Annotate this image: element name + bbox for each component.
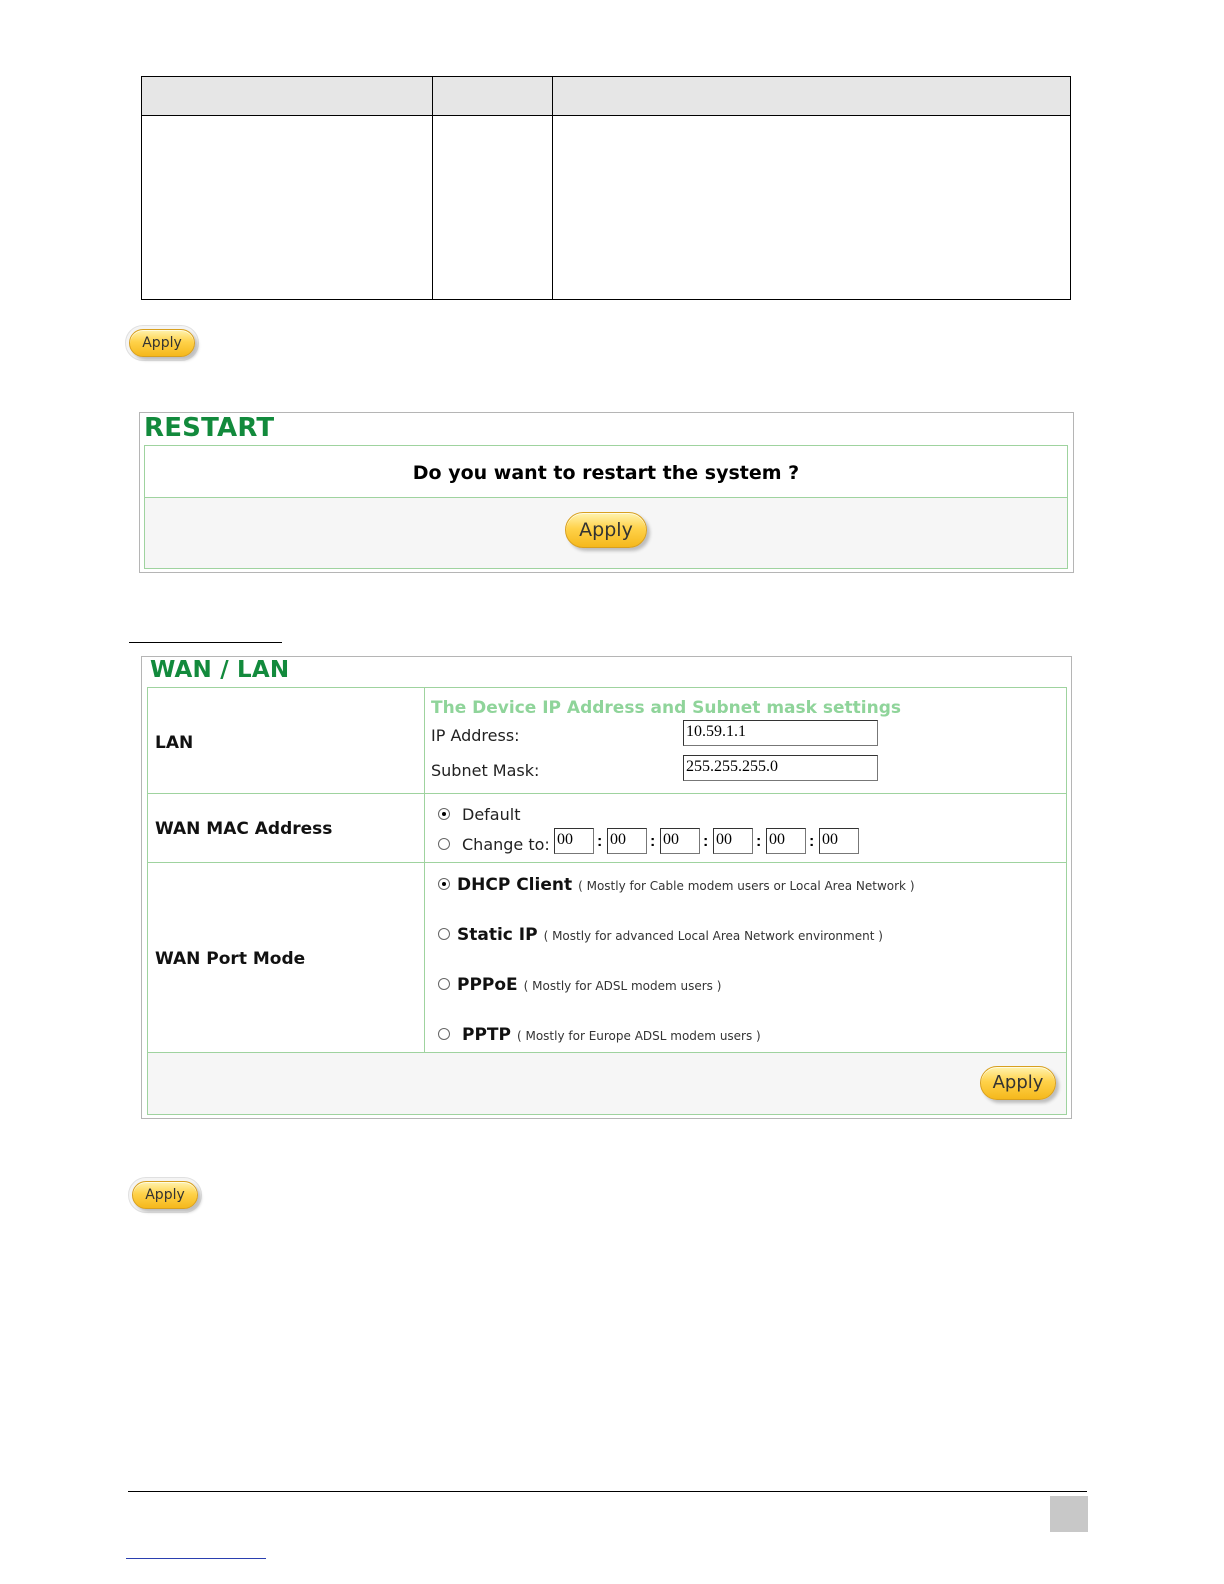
mac-octet-1-input[interactable]: 00 <box>554 828 594 854</box>
restart-inner-frame <box>144 445 1068 569</box>
mode-pppoe-radio[interactable] <box>438 978 450 990</box>
mode-dhcp-radio[interactable] <box>438 878 450 890</box>
mac-separator: : <box>756 833 762 850</box>
apply-button[interactable]: Apply <box>129 329 195 357</box>
mode-dhcp-name: DHCP Client <box>457 875 573 895</box>
mode-pppoe-name: PPPoE <box>457 975 518 995</box>
page-number-box <box>1050 1496 1088 1532</box>
mac-octet-3-input[interactable]: 00 <box>660 828 700 854</box>
wan-lan-panel <box>141 656 1072 1119</box>
mac-separator: : <box>650 833 656 850</box>
footer-link-underline <box>126 1558 266 1559</box>
wan-mac-label: WAN MAC Address <box>155 819 333 839</box>
mac-default-radio[interactable] <box>438 808 450 820</box>
lan-label: LAN <box>155 733 194 753</box>
divider <box>148 793 1066 794</box>
mac-octet-5-input[interactable]: 00 <box>766 828 806 854</box>
mode-dhcp-option <box>457 875 915 895</box>
subnet-mask-input[interactable]: 255.255.255.0 <box>683 755 878 781</box>
mac-change-label: Change to: <box>462 835 550 854</box>
wan-lan-button-row <box>148 1052 1066 1114</box>
table-column-divider <box>552 77 553 299</box>
subnet-mask-label: Subnet Mask: <box>431 761 540 780</box>
wan-port-mode-label: WAN Port Mode <box>155 949 306 969</box>
divider <box>148 1052 1066 1053</box>
mac-separator: : <box>703 833 709 850</box>
divider <box>148 862 1066 863</box>
wan-lan-inner-frame <box>147 687 1067 1115</box>
mac-octet-4-input[interactable]: 00 <box>713 828 753 854</box>
apply-button[interactable]: Apply <box>132 1181 198 1209</box>
divider <box>424 688 425 1052</box>
mac-default-label: Default <box>462 805 521 824</box>
mode-static-name: Static IP <box>457 925 538 945</box>
document-table <box>141 76 1071 300</box>
divider <box>145 497 1067 498</box>
mode-pppoe-note: ( Mostly for ADSL modem users ) <box>523 979 722 993</box>
restart-question: Do you want to restart the system ? <box>412 462 800 484</box>
restart-apply-button[interactable]: Apply <box>565 512 647 548</box>
wan-lan-title: WAN / LAN <box>150 657 290 683</box>
mode-pptp-note: ( Mostly for Europe ADSL modem users ) <box>516 1029 761 1043</box>
table-column-divider <box>432 77 433 299</box>
restart-panel <box>139 412 1074 573</box>
mode-static-radio[interactable] <box>438 928 450 940</box>
mac-octet-6-input[interactable]: 00 <box>819 828 859 854</box>
table-header-row <box>142 77 1070 116</box>
mac-separator: : <box>597 833 603 850</box>
mode-dhcp-note: ( Mostly for Cable modem users or Local Area Network ) <box>578 879 915 893</box>
mac-octet-2-input[interactable]: 00 <box>607 828 647 854</box>
mac-separator: : <box>809 833 815 850</box>
mode-pptp-name: PPTP <box>462 1025 511 1045</box>
mode-pptp-radio[interactable] <box>438 1028 450 1040</box>
ip-address-label: IP Address: <box>431 726 520 745</box>
mode-pppoe-option <box>457 975 721 995</box>
mode-static-option <box>457 925 883 945</box>
lan-settings-heading: The Device IP Address and Subnet mask settings <box>431 698 901 718</box>
restart-title: RESTART <box>144 413 275 443</box>
mode-pptp-option <box>462 1025 761 1045</box>
section-underline <box>129 642 282 643</box>
ip-address-input[interactable]: 10.59.1.1 <box>683 720 878 746</box>
wan-lan-apply-button[interactable]: Apply <box>980 1066 1056 1100</box>
mode-static-note: ( Mostly for advanced Local Area Network environment ) <box>543 929 883 943</box>
footer-rule <box>128 1491 1087 1492</box>
mac-change-radio[interactable] <box>438 838 450 850</box>
